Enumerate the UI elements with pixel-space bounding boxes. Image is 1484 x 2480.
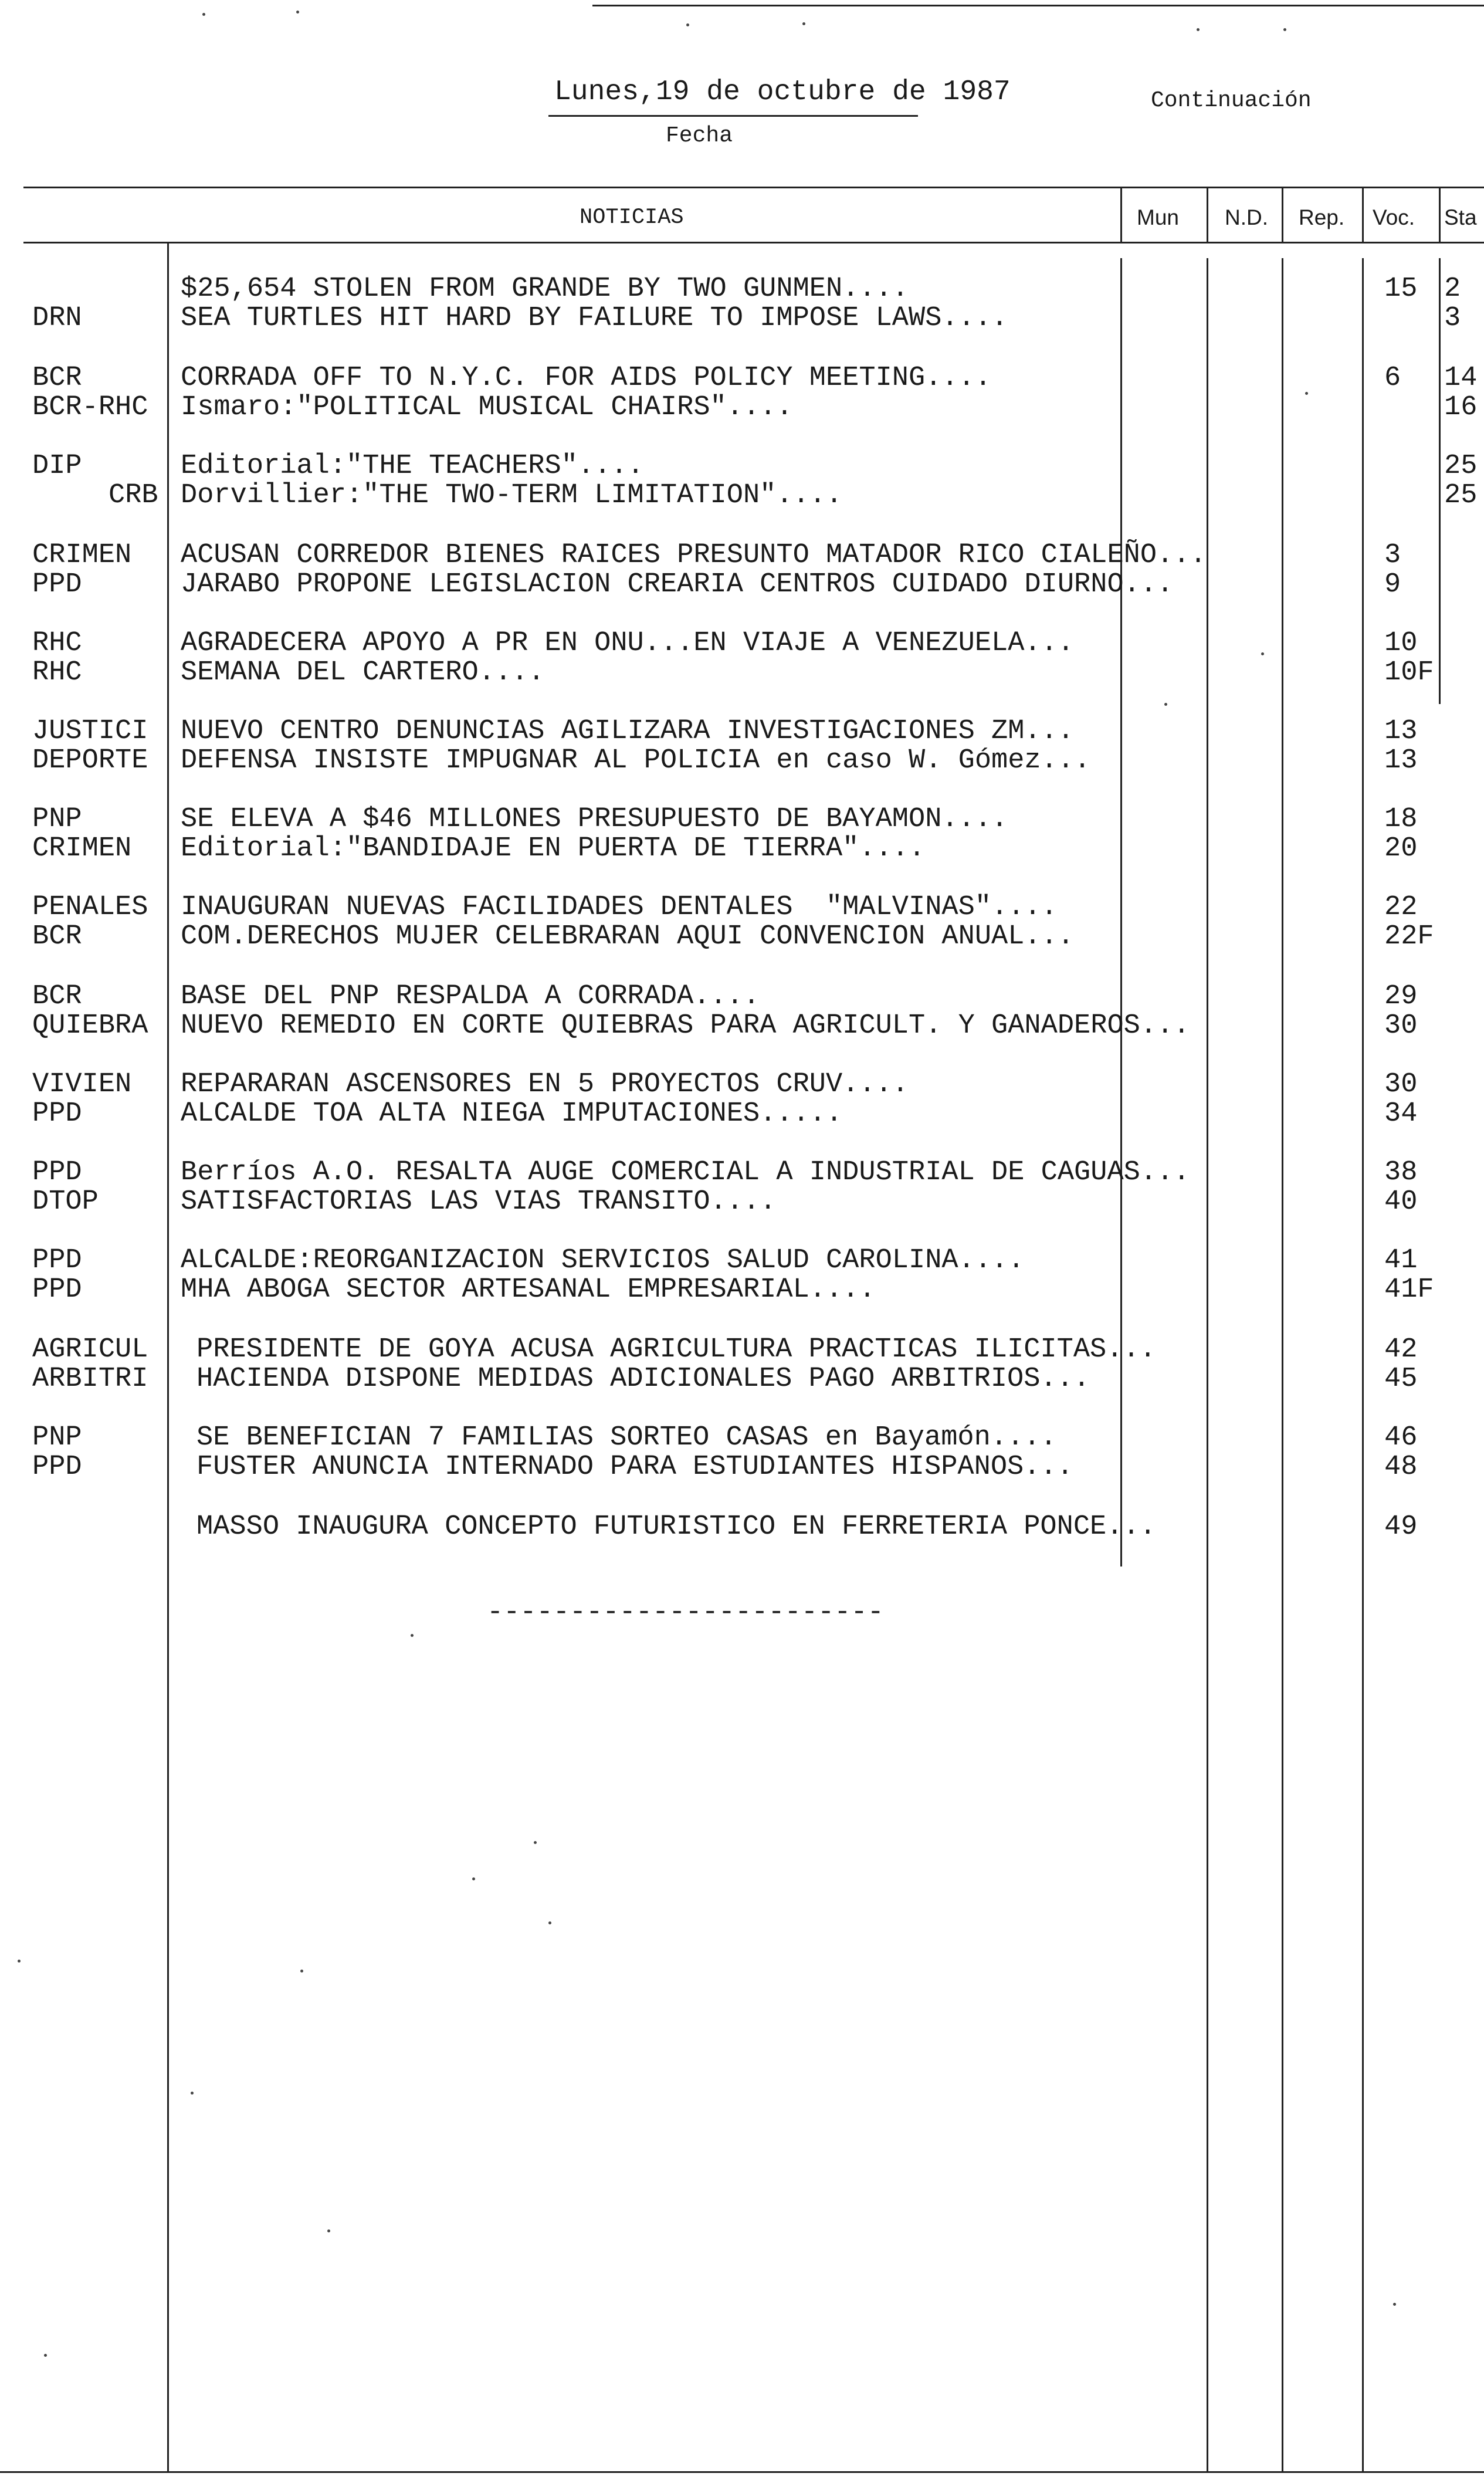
row-headline: FUSTER ANUNCIA INTERNADO PARA ESTUDIANTES HISPANOS... xyxy=(196,1452,1073,1483)
scan-speck xyxy=(686,23,689,26)
row-category: CRB xyxy=(109,480,158,511)
row-headline: NUEVO CENTRO DENUNCIAS AGILIZARA INVESTIGACIONES ZM... xyxy=(181,716,1075,747)
scan-speck xyxy=(1164,703,1167,706)
scan-speck xyxy=(1261,652,1264,655)
row-voc: 20 xyxy=(1384,833,1418,864)
row-headline: HACIENDA DISPONE MEDIDAS ADICIONALES PAGO ARBITRIOS... xyxy=(196,1364,1090,1395)
row-voc: 13 xyxy=(1384,716,1418,747)
news-row xyxy=(0,893,1484,922)
col-header-mun: Mun xyxy=(1137,205,1179,229)
row-headline: JARABO PROPONE LEGISLACION CREARIA CENTROS CUIDADO DIURNO... xyxy=(181,569,1174,600)
row-headline: AGRADECERA APOYO A PR EN ONU...EN VIAJE A VENEZUELA... xyxy=(181,628,1075,659)
row-category: JUSTICI xyxy=(32,716,148,747)
news-row xyxy=(0,1187,1484,1217)
news-row xyxy=(0,541,1484,570)
row-headline: Dorvillier:"THE TWO-TERM LIMITATION".... xyxy=(181,480,843,511)
row-category: RHC xyxy=(32,628,82,659)
row-category: DEPORTE xyxy=(32,745,148,776)
news-row xyxy=(0,1099,1484,1129)
row-voc: 6 xyxy=(1384,363,1401,394)
row-category: PPD xyxy=(32,1098,82,1129)
scan-speck xyxy=(1305,392,1308,395)
news-row xyxy=(0,452,1484,481)
row-category: ARBITRI xyxy=(32,1364,148,1395)
row-category: PPD xyxy=(32,1245,82,1276)
row-sta: 16 xyxy=(1444,392,1478,423)
scan-speck xyxy=(300,1970,303,1973)
news-row xyxy=(0,805,1484,834)
col-sep-noticias-mun xyxy=(1120,187,1122,243)
row-voc: 30 xyxy=(1384,1069,1418,1100)
row-voc: 38 xyxy=(1384,1157,1418,1188)
news-row xyxy=(0,1158,1484,1187)
row-voc: 10 xyxy=(1384,628,1418,659)
row-voc: 40 xyxy=(1384,1186,1418,1217)
scan-speck xyxy=(1283,28,1286,31)
row-sta: 25 xyxy=(1444,480,1478,511)
table-bottom-rule xyxy=(0,2471,1484,2473)
scan-speck xyxy=(802,22,805,25)
row-headline: INAUGURAN NUEVAS FACILIDADES DENTALES "MALVINAS".... xyxy=(181,892,1058,923)
row-voc: 3 xyxy=(1384,540,1401,571)
row-headline: Editorial:"BANDIDAJE EN PUERTA DE TIERRA".... xyxy=(181,833,926,864)
document-date: Lunes,19 de octubre de 1987 xyxy=(554,76,1011,108)
row-headline: SEA TURTLES HIT HARD BY FAILURE TO IMPOSE LAWS.... xyxy=(181,303,1008,334)
row-voc: 46 xyxy=(1384,1422,1418,1453)
news-row xyxy=(0,1513,1484,1542)
row-category: CRIMEN xyxy=(32,540,132,571)
col-sep-nd-rep xyxy=(1282,187,1283,243)
news-row xyxy=(0,658,1484,688)
col-sep-rep-voc xyxy=(1362,187,1364,243)
scan-speck xyxy=(191,2092,194,2095)
table-top-rule xyxy=(23,187,1484,188)
row-voc: 45 xyxy=(1384,1364,1418,1395)
row-headline: ACUSAN CORREDOR BIENES RAICES PRESUNTO MATADOR RICO CIALEÑO... xyxy=(181,540,1207,571)
row-headline: SE ELEVA A $46 MILLONES PRESUPUESTO DE BAYAMON.... xyxy=(181,804,1008,835)
col-header-noticias: NOTICIAS xyxy=(580,205,684,230)
row-category: BCR xyxy=(32,981,82,1012)
end-of-list-rule: ------------------------ xyxy=(487,1597,884,1628)
row-headline: Berríos A.O. RESALTA AUGE COMERCIAL A INDUSTRIAL DE CAGUAS... xyxy=(181,1157,1190,1188)
row-voc: 18 xyxy=(1384,804,1418,835)
scan-speck xyxy=(327,2229,330,2232)
news-row xyxy=(0,834,1484,864)
news-row xyxy=(0,922,1484,952)
news-row xyxy=(0,1365,1484,1394)
row-voc: 41 xyxy=(1384,1245,1418,1276)
row-category: PPD xyxy=(32,1452,82,1483)
row-voc: 34 xyxy=(1384,1098,1418,1129)
row-voc: 22F xyxy=(1384,921,1434,952)
news-row xyxy=(0,481,1484,510)
row-headline: PRESIDENTE DE GOYA ACUSA AGRICULTURA PRACTICAS ILICITAS... xyxy=(196,1334,1156,1365)
row-headline: NUEVO REMEDIO EN CORTE QUIEBRAS PARA AGRICULT. Y GANADEROS... xyxy=(181,1010,1190,1041)
row-voc: 49 xyxy=(1384,1511,1418,1542)
scan-speck xyxy=(44,2354,47,2357)
row-category: DRN xyxy=(32,303,82,334)
row-category: CRIMEN xyxy=(32,833,132,864)
row-voc: 13 xyxy=(1384,745,1418,776)
row-headline: Editorial:"THE TEACHERS".... xyxy=(181,451,644,482)
row-category: AGRICUL xyxy=(32,1334,148,1365)
row-category: PPD xyxy=(32,1274,82,1305)
scan-speck xyxy=(472,1877,475,1880)
row-voc: 15 xyxy=(1384,273,1418,304)
row-voc: 29 xyxy=(1384,981,1418,1012)
row-voc: 41F xyxy=(1384,1274,1434,1305)
row-category: BCR xyxy=(32,363,82,394)
row-headline: MHA ABOGA SECTOR ARTESANAL EMPRESARIAL.... xyxy=(181,1274,876,1305)
row-voc: 30 xyxy=(1384,1010,1418,1041)
scan-speck xyxy=(202,13,205,16)
news-row xyxy=(0,570,1484,600)
col-header-rep: Rep. xyxy=(1299,205,1345,229)
row-category: BCR xyxy=(32,921,82,952)
scan-speck xyxy=(1393,2303,1396,2306)
continuation-label: Continuación xyxy=(1151,88,1312,113)
col-header-sta: Sta xyxy=(1444,205,1477,229)
scan-speck xyxy=(18,1960,21,1963)
news-row xyxy=(0,1453,1484,1482)
top-rule xyxy=(592,5,1484,6)
news-row xyxy=(0,1070,1484,1099)
news-row xyxy=(0,1335,1484,1365)
news-row xyxy=(0,304,1484,333)
row-sta: 14 xyxy=(1444,363,1478,394)
scan-speck xyxy=(411,1634,414,1637)
col-sep-voc-sta xyxy=(1439,187,1441,243)
row-sta: 3 xyxy=(1444,303,1461,334)
col-header-nd: N.D. xyxy=(1225,205,1268,229)
row-category: VIVIEN xyxy=(32,1069,132,1100)
row-voc: 48 xyxy=(1384,1452,1418,1483)
row-sta: 25 xyxy=(1444,451,1478,482)
news-row xyxy=(0,1246,1484,1275)
row-category: BCR-RHC xyxy=(32,392,148,423)
row-headline: DEFENSA INSISTE IMPUGNAR AL POLICIA en caso W. Gómez... xyxy=(181,745,1091,776)
news-row xyxy=(0,1011,1484,1041)
row-category: DTOP xyxy=(32,1186,99,1217)
row-headline: BASE DEL PNP RESPALDA A CORRADA.... xyxy=(181,981,760,1012)
row-category: DIP xyxy=(32,451,82,482)
row-sta: 2 xyxy=(1444,273,1461,304)
table-header-rule xyxy=(23,242,1484,243)
row-headline: REPARARAN ASCENSORES EN 5 PROYECTOS CRUV.... xyxy=(181,1069,909,1100)
news-row xyxy=(0,393,1484,422)
news-row xyxy=(0,746,1484,776)
row-category: PPD xyxy=(32,1157,82,1188)
scan-speck xyxy=(548,1921,551,1924)
row-voc: 22 xyxy=(1384,892,1418,923)
row-category: QUIEBRA xyxy=(32,1010,148,1041)
row-headline: SATISFACTORIAS LAS VIAS TRANSITO.... xyxy=(181,1186,777,1217)
row-headline: ALCALDE:REORGANIZACION SERVICIOS SALUD CAROLINA.... xyxy=(181,1245,1025,1276)
news-row xyxy=(0,1423,1484,1453)
row-headline: CORRADA OFF TO N.Y.C. FOR AIDS POLICY MEETING.... xyxy=(181,363,992,394)
row-voc: 10F xyxy=(1384,657,1434,688)
news-row xyxy=(0,717,1484,746)
row-category: PNP xyxy=(32,804,82,835)
row-headline: $25,654 STOLEN FROM GRANDE BY TWO GUNMEN.... xyxy=(181,273,909,304)
news-row xyxy=(0,1275,1484,1305)
row-category: PPD xyxy=(32,569,82,600)
row-category: PENALES xyxy=(32,892,148,923)
row-headline: SEMANA DEL CARTERO.... xyxy=(181,657,545,688)
row-headline: ALCALDE TOA ALTA NIEGA IMPUTACIONES..... xyxy=(181,1098,843,1129)
row-headline: Ismaro:"POLITICAL MUSICAL CHAIRS".... xyxy=(181,392,793,423)
row-category: RHC xyxy=(32,657,82,688)
col-sep-mun-nd xyxy=(1207,187,1208,243)
row-headline: COM.DERECHOS MUJER CELEBRARAN AQUI CONVENCION ANUAL... xyxy=(181,921,1075,952)
news-row xyxy=(0,275,1484,304)
scan-speck xyxy=(534,1841,537,1844)
row-voc: 42 xyxy=(1384,1334,1418,1365)
row-headline: MASSO INAUGURA CONCEPTO FUTURISTICO EN FERRETERIA PONCE... xyxy=(196,1511,1156,1542)
news-row xyxy=(0,364,1484,393)
col-header-voc: Voc. xyxy=(1373,205,1415,229)
date-label: Fecha xyxy=(666,123,733,148)
row-category: PNP xyxy=(32,1422,82,1453)
news-row xyxy=(0,982,1484,1011)
date-underline xyxy=(548,115,918,117)
row-headline: SE BENEFICIAN 7 FAMILIAS SORTEO CASAS en Bayamón.... xyxy=(196,1422,1057,1453)
scan-speck xyxy=(1197,28,1200,31)
row-voc: 9 xyxy=(1384,569,1401,600)
scan-speck xyxy=(296,11,299,13)
